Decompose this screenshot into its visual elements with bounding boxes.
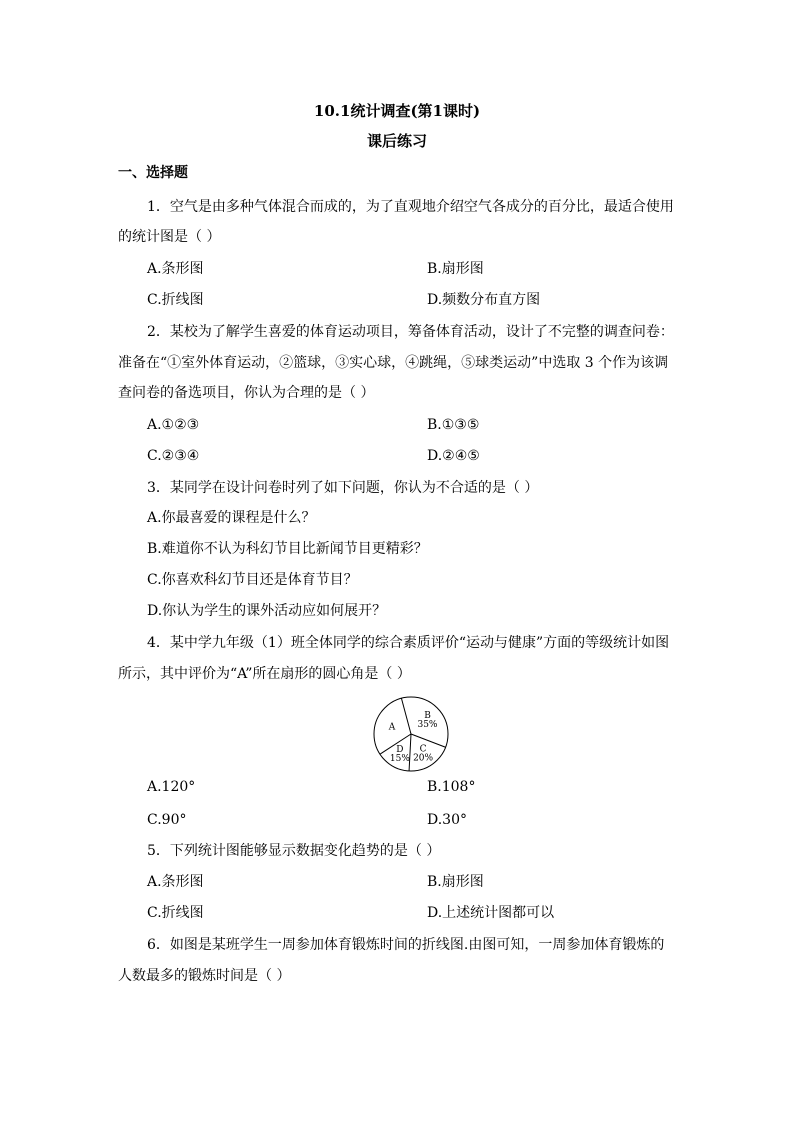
question-1-line-1: 1．空气是由多种气体混合而成的，为了直观地介绍空气各成分的百分比，最适合使用 [147, 199, 674, 215]
question-4-option-a: A.120° [147, 779, 196, 795]
question-5-option-b: B.扇形图 [427, 874, 484, 890]
question-1-line-2: 的统计图是（ ） [118, 229, 221, 245]
question-2-option-a: A.①②③ [147, 417, 200, 433]
page-subtitle: 课后练习 [366, 132, 427, 150]
question-5-option-d: D.上述统计图都可以 [427, 905, 555, 921]
question-3-option-c: C.你喜欢科幻节目还是体育节目？ [147, 572, 358, 588]
question-4-line-1: 4．某中学九年级（1）班全体同学的综合素质评价“运动与健康”方面的等级统计如图 [147, 635, 670, 651]
pie-label-c: C [419, 744, 427, 755]
page-title: 10.1统计调查(第1课时) [313, 102, 481, 120]
question-6-line-1: 6．如图是某班学生一周参加体育锻炼时间的折线图.由图可知，一周参加体育锻炼的 [147, 937, 665, 953]
question-1-option-d: D.频数分布直方图 [427, 292, 541, 308]
pie-label-d: D [396, 745, 404, 756]
question-1-option-a: A.条形图 [147, 261, 204, 277]
question-3-line-1: 3．某同学在设计问卷时列了如下问题，你认为不合适的是（ ） [147, 480, 539, 496]
question-3-option-d: D.你认为学生的课外活动应如何展开？ [147, 603, 387, 619]
question-2-option-c: C.②③④ [147, 448, 200, 464]
question-5-option-c: C.折线图 [147, 905, 204, 921]
question-1-option-c: C.折线图 [147, 292, 204, 308]
question-2-line-2: 准备在“①室外体育运动，②篮球，③实心球，④跳绳，⑤球类运动”中选取 3 个作为该调 [118, 355, 669, 371]
pie-value-d: 15% [389, 754, 410, 765]
question-5-option-a: A.条形图 [147, 874, 204, 890]
question-3-option-a: A.你最喜爱的课程是什么？ [147, 510, 316, 526]
pie-chart [361, 692, 461, 776]
question-1-option-b: B.扇形图 [427, 261, 484, 277]
question-4-line-2: 所示，其中评价为“A”所在扇形的圆心角是（ ） [118, 666, 411, 682]
question-4-option-d: D.30° [427, 812, 467, 828]
pie-label-b: B [424, 711, 431, 722]
question-5-line-1: 5．下列统计图能够显示数据变化趋势的是（ ） [147, 843, 441, 859]
question-4-option-b: B.108° [427, 779, 476, 795]
pie-label-a: A [388, 722, 396, 733]
question-2-line-1: 2．某校为了解学生喜爱的体育运动项目，筹备体育活动，设计了不完整的调查问卷： [147, 324, 674, 340]
question-2-option-d: D.②④⑤ [427, 448, 480, 464]
question-2-option-b: B.①③⑤ [427, 417, 480, 433]
question-4-option-c: C.90° [147, 812, 187, 828]
question-6-line-2: 人数最多的锻炼时间是（ ） [118, 968, 291, 984]
question-2-line-3: 查问卷的备选项目，你认为合理的是（ ） [118, 385, 375, 401]
question-3-option-b: B.难道你不认为科幻节目比新闻节目更精彩？ [147, 541, 428, 557]
section-heading: 一、选择题 [118, 165, 188, 181]
pie-value-c: 20% [413, 753, 434, 764]
pie-value-b: 35% [417, 720, 438, 731]
